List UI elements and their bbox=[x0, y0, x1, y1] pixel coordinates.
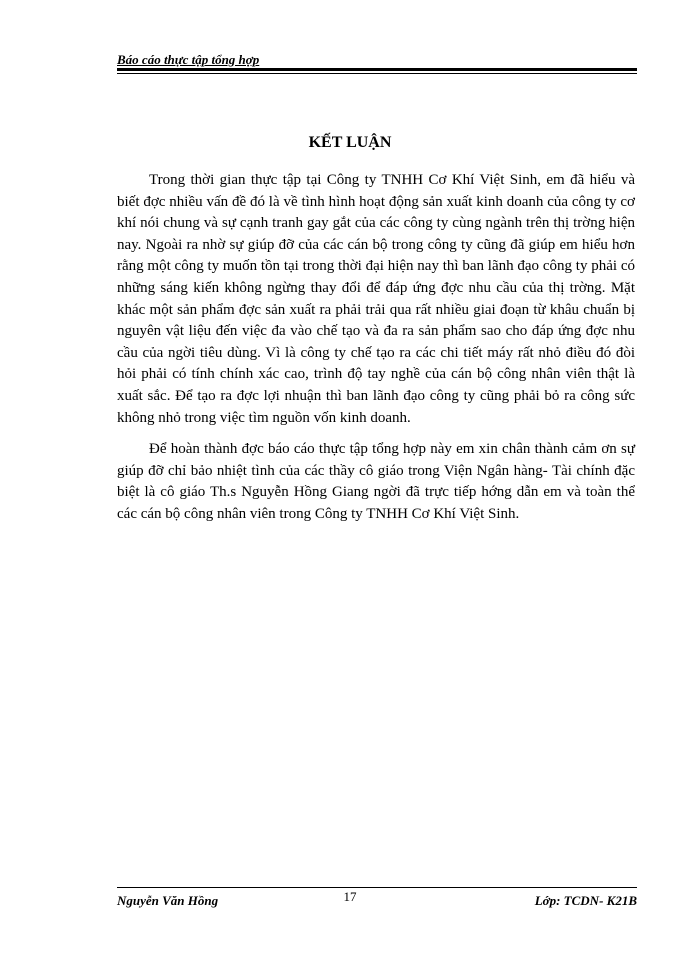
section-heading: KẾT LUẬN bbox=[308, 134, 392, 151]
footer-rule bbox=[117, 887, 637, 888]
page-number: 17 bbox=[343, 889, 357, 904]
header-title: Báo cáo thực tập tổng hợp bbox=[117, 52, 260, 67]
paragraph-1: Trong thời gian thực tập tại Công ty TNHH Cơ Khí Việt Sinh, em đã hiểu và biết đợc nhiều vấn đề đó là về tình hình hoạt động sản xuất kinh doanh của công ty cơ khí nói chung và sự cạnh tranh gay gắt của các công ty cùng ngành trên thị trờng hiện nay. Ngoài ra nhờ sự giúp đỡ của các cán bộ trong công ty cũng đã giúp em hiểu hơn rằng một công ty muốn tồn tại trong thời đại hiện nay thì ban lãnh đạo công ty phải có những sáng kiến không ngừng thay đổi để đáp ứng đợc nhu cầu của thị trờng. Mặt khác một sản phẩm đợc sản xuất ra phải trải qua rất nhiều giai đoạn từ khâu chuẩn bị nguyên vật liệu đến việc đa vào chế tạo và đa ra sản phẩm sao cho đáp ứng đợc nhu cầu của ngời tiêu dùng. Vì là công ty chế tạo ra các chi tiết máy rất nhỏ điều đó đòi hỏi phải có tính chính xác cao, trình độ tay nghề của cán bộ công nhân viên thật là xuất sắc. Để tạo ra đợc lợi nhuận thì ban lãnh đạo công ty cũng phải bỏ ra công sức không nhỏ trong việc tìm nguồn vốn kinh doanh. bbox=[117, 172, 635, 426]
footer-class: Lớp: TCDN- K21B bbox=[534, 893, 637, 908]
header-rule-thin bbox=[117, 73, 637, 74]
document-body bbox=[117, 170, 635, 526]
footer-author: Nguyễn Văn Hồng bbox=[117, 893, 219, 908]
paragraph-2: Để hoàn thành đợc báo cáo thực tập tổng hợp này em xin chân thành cảm ơn sự giúp đỡ chỉ bảo nhiệt tình của các thầy cô giáo trong Viện Ngân hàng- Tài chính đặc biệt là cô giáo Th.s Nguyễn Hồng Giang ngời đã trực tiếp hớng dẫn em và toàn thể các cán bộ công nhân viên trong Công ty TNHH Cơ Khí Việt Sinh. bbox=[117, 441, 635, 522]
header-rule-thick bbox=[117, 68, 637, 71]
